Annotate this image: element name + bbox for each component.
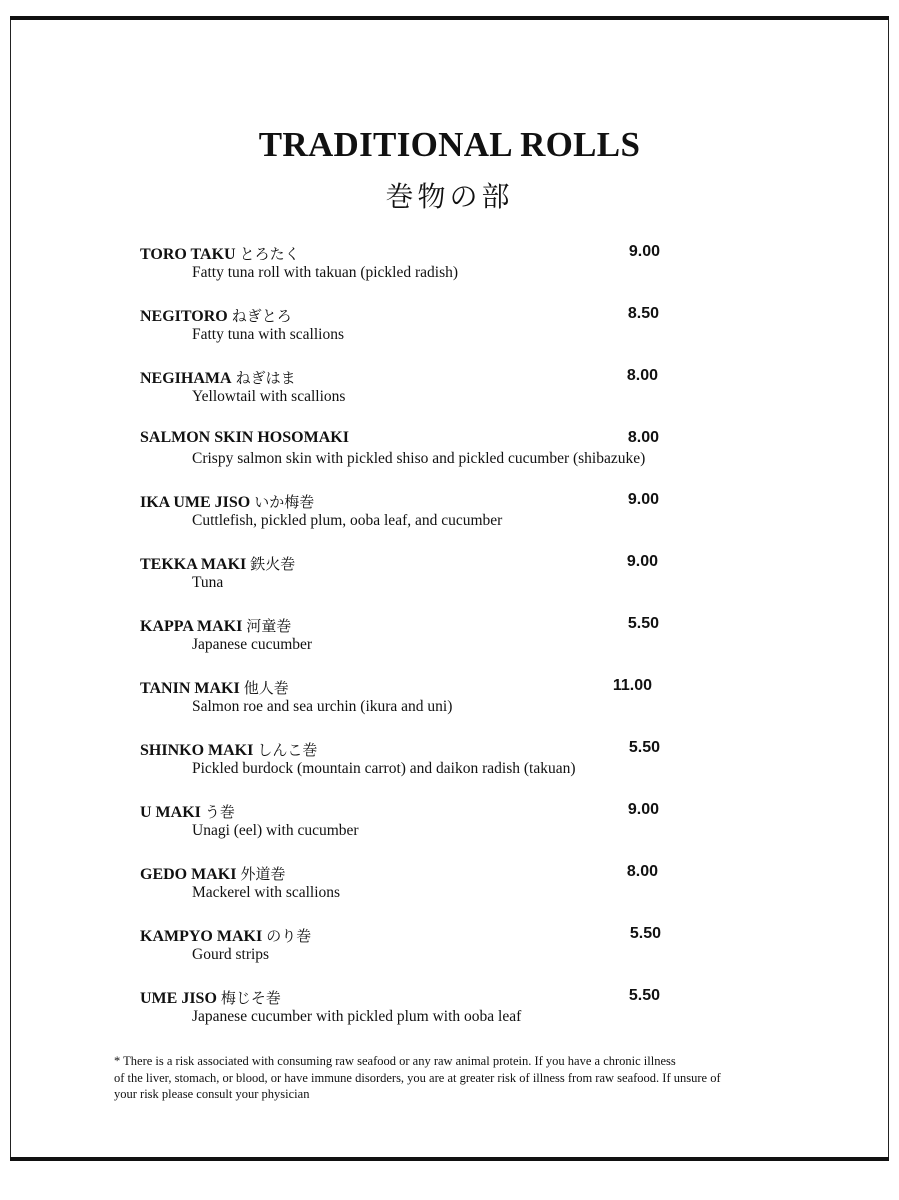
menu-item-description: Pickled burdock (mountain carrot) and daikon radish (takuan) [192,760,576,777]
menu-item-description: Japanese cucumber [192,636,313,653]
menu-item-name-english: TANIN MAKI [140,680,240,697]
menu-item-name [140,491,314,512]
menu-item-description: Unagi (eel) with cucumber [192,822,359,839]
menu-item [140,615,800,665]
menu-item [140,987,800,1037]
menu-item-name-english: U MAKI [140,804,201,821]
bottom-border [10,1157,889,1161]
menu-item-description: Salmon roe and sea urchin (ikura and uni) [192,698,453,715]
menu-item [140,429,800,479]
menu-item-name-japanese: のり巻 [266,927,312,945]
menu-item-price: 9.00 [627,491,659,508]
menu-item-price: 8.50 [627,305,659,322]
menu-item-name-japanese: ねぎはま [235,369,296,387]
menu-item-price: 8.00 [626,367,658,384]
menu-item-description: Japanese cucumber with pickled plum with ooba leaf [192,1008,522,1025]
disclaimer-line: of the liver, stomach, or blood, or have immune disorders, you are at greater risk of illness from raw seafood. If unsure of [114,1070,721,1085]
menu-item-name-japanese: しんこ巻 [257,741,318,759]
menu-item-name [140,429,349,447]
menu-item-price: 5.50 [629,925,661,942]
menu-item [140,243,800,293]
menu-item-price: 5.50 [628,739,660,756]
menu-item-price: 5.50 [628,987,660,1004]
menu-item-name-english: NEGITORO [140,308,228,325]
menu-item-name-english: KAPPA MAKI [140,618,243,635]
menu-item-price: 11.00 [612,677,652,694]
menu-item-name-japanese: とろたく [239,245,300,263]
menu-item-price: 8.00 [627,429,659,446]
menu-item-name [140,243,300,264]
menu-item-description: Tuna [192,574,224,591]
menu-subtitle-japanese: 巻物の部 [385,180,514,213]
menu-item-name-japanese: 梅じそ巻 [220,989,281,1007]
menu-item-description: Cuttlefish, pickled plum, ooba leaf, and cucumber [192,512,503,529]
menu-item-description: Crispy salmon skin with pickled shiso and pickled cucumber (shibazuke) [192,450,646,467]
menu-item-name-english: TORO TAKU [140,246,236,263]
menu-item-name-english: KAMPYO MAKI [140,928,263,945]
menu-item-name-japanese: う巻 [204,803,235,821]
menu-item-name-english: SALMON SKIN HOSOMAKI [140,429,349,446]
menu-item-name [140,925,311,946]
menu-item-name-english: GEDO MAKI [140,866,237,883]
menu-item-name [140,677,289,698]
menu-item-name-english: UME JISO [140,990,217,1007]
menu-item-description: Gourd strips [192,946,270,963]
top-border [10,16,889,20]
menu-item [140,677,800,727]
menu-item-price: 9.00 [626,553,658,570]
menu-item [140,491,800,541]
menu-item-name [140,615,291,636]
menu-item-name-japanese: いか梅巻 [254,493,315,511]
menu-item-price: 5.50 [627,615,659,632]
menu-item [140,863,800,913]
menu-item [140,801,800,851]
menu-item-price: 9.00 [628,243,660,260]
menu-item-name [140,553,295,574]
menu-item-name-english: IKA UME JISO [140,494,251,511]
menu-item [140,305,800,355]
menu-item-name [140,863,285,884]
menu-item-name-japanese: 鉄火巻 [250,555,296,573]
menu-item-name [140,987,281,1008]
menu-item [140,553,800,603]
menu-item-name-japanese: ねぎとろ [231,307,292,325]
menu-item-name-japanese: 河童巻 [246,617,292,635]
menu-item [140,367,800,417]
menu-item-description: Fatty tuna roll with takuan (pickled radish) [192,264,459,281]
menu-item-description: Mackerel with scallions [192,884,341,901]
menu-item-name [140,801,235,822]
menu-item-name-japanese: 外道巻 [240,865,286,883]
disclaimer-line: * There is a risk associated with consuming raw seafood or any raw animal protein. If you have a chronic illness [114,1054,676,1068]
menu-item-name [140,367,296,388]
menu-item-name-english: TEKKA MAKI [140,556,247,573]
menu-item-description: Yellowtail with scallions [192,388,346,405]
menu-item-name-english: NEGIHAMA [140,370,232,387]
menu-item [140,739,800,789]
menu-item-price: 9.00 [627,801,659,818]
menu-item-name [140,739,317,760]
menu-item-price: 8.00 [626,863,658,880]
raw-food-disclaimer [114,1053,824,1103]
menu-item-name [140,305,292,326]
menu-item-name-japanese: 他人巻 [243,679,289,697]
menu-title: TRADITIONAL ROLLS [258,125,641,164]
menu-item [140,925,800,975]
menu-item-description: Fatty tuna with scallions [192,326,344,343]
menu-item-name-english: SHINKO MAKI [140,742,254,759]
disclaimer-line: your risk please consult your physician [114,1087,310,1101]
